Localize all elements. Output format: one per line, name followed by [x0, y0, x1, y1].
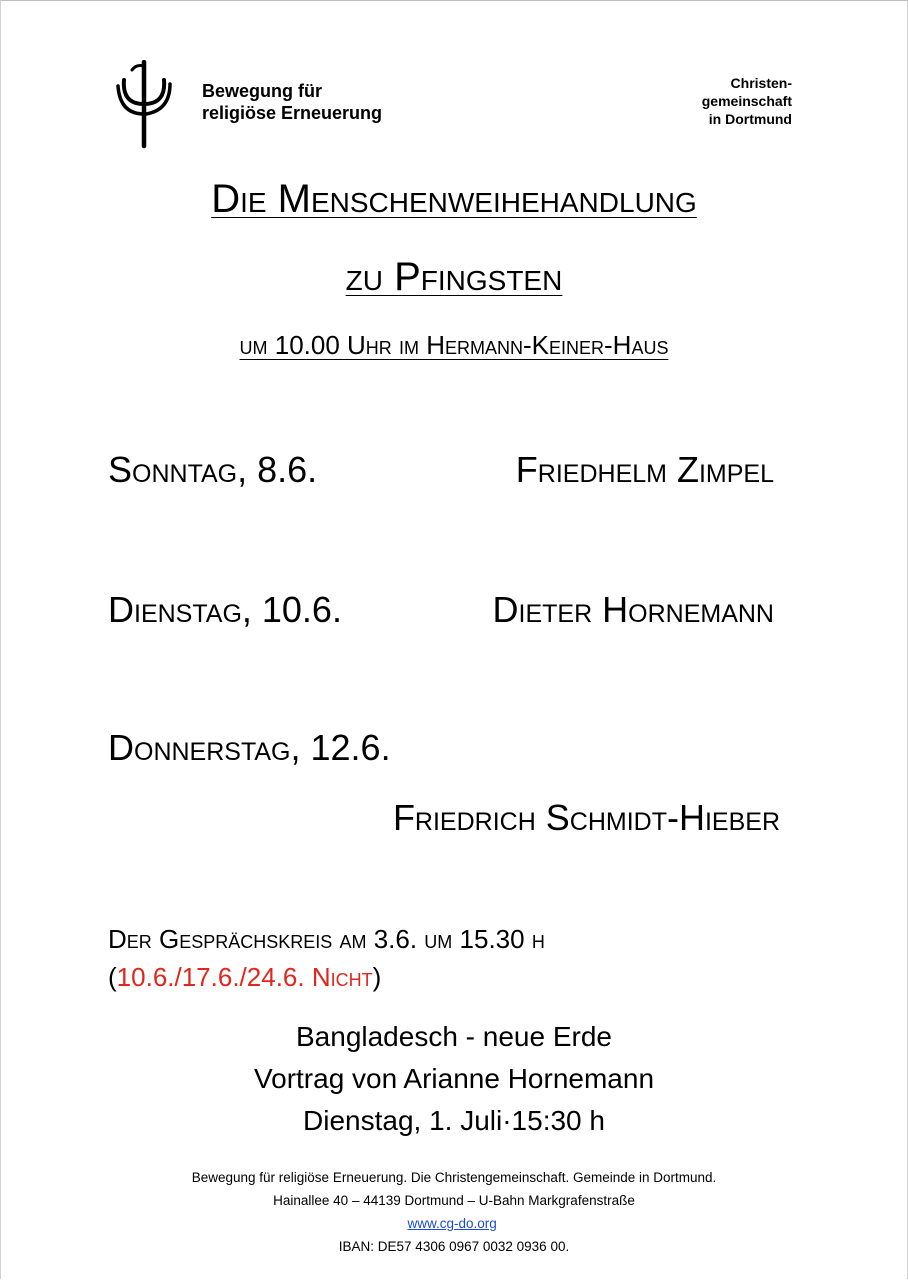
gespraechskreis-line1: Der Gesprächskreis am 3.6. um 15.30 h: [108, 924, 545, 954]
cancelled-dates: 10.6./17.6./24.6. Nicht: [116, 962, 373, 992]
service-date-3: Donnerstag, 12.6.: [108, 727, 391, 768]
community-name-line1: Christen-: [730, 75, 792, 91]
christengemeinschaft-cross-icon: [114, 60, 174, 150]
service-date-2: Dienstag, 10.6.: [108, 589, 342, 630]
footer: [0, 1166, 908, 1258]
organization-name-line1: Bewegung für: [202, 81, 322, 101]
page-title-2: [0, 252, 908, 302]
community-name-line3: in Dortmund: [708, 111, 792, 127]
page-subtitle-text: um 10.00 Uhr im Hermann-Keiner-Haus: [239, 330, 669, 360]
footer-line3: [0, 1212, 908, 1258]
page-title: [0, 174, 908, 224]
gespraechskreis-notice: [108, 920, 545, 996]
service-person-3: Friedrich Schmidt-Hieber: [392, 797, 780, 838]
open-paren: (: [108, 962, 117, 992]
service-person-2: Dieter Hornemann: [492, 589, 774, 630]
organization-name: [202, 80, 382, 124]
footer-line2: Hainallee 40 – 44139 Dortmund – U-Bahn Markgrafenstraße: [273, 1193, 635, 1208]
footer-iban: IBAN: DE57 4306 0967 0032 0936 00.: [338, 1239, 570, 1254]
organization-name-line2: religiöse Erneuerung: [202, 103, 383, 123]
page-title-line1: Die Menschenweihehandlung: [211, 177, 697, 221]
community-name: [702, 74, 792, 128]
lecture-title: Bangladesch - neue Erde: [296, 1021, 612, 1052]
close-paren: ): [372, 962, 382, 992]
lecture-announcement: [0, 1016, 908, 1142]
service-date-1: Sonntag, 8.6.: [108, 449, 318, 490]
footer-line1: Bewegung für religiöse Erneuerung. Die Christengemeinschaft. Gemeinde in Dortmund.: [191, 1170, 717, 1185]
page-title-line2: zu Pfingsten: [345, 255, 563, 299]
service-person-1: Friedhelm Zimpel: [515, 449, 774, 490]
page-subtitle: [0, 328, 908, 362]
lecture-speaker: Vortrag von Arianne Hornemann: [253, 1063, 655, 1094]
gespraechskreis-line2: [108, 958, 545, 996]
community-name-line2: gemeinschaft: [701, 93, 792, 109]
lecture-date: Dienstag, 1. Juli·15:30 h: [303, 1105, 605, 1136]
website-link[interactable]: www.cg-do.org: [407, 1216, 497, 1231]
